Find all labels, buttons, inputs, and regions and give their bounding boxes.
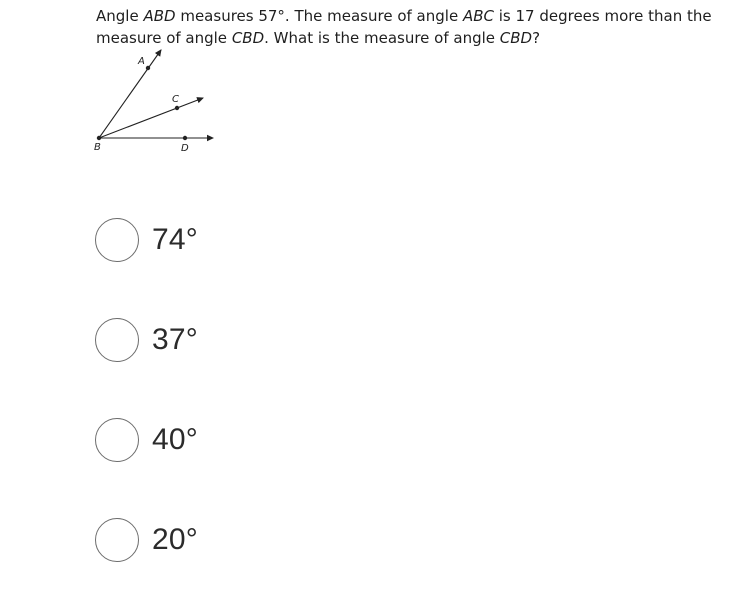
label-b: B bbox=[94, 142, 101, 153]
choice-label: 40° bbox=[152, 423, 198, 456]
radio-button[interactable] bbox=[95, 518, 139, 562]
question-text bbox=[96, 5, 726, 49]
choice-3[interactable] bbox=[95, 416, 198, 464]
point-b bbox=[97, 136, 101, 140]
radio-button[interactable] bbox=[95, 418, 139, 462]
answer-choices bbox=[95, 216, 198, 616]
choice-2[interactable] bbox=[95, 316, 198, 364]
choice-label: 74° bbox=[152, 223, 198, 256]
question-segment: . What is the measure of angle bbox=[264, 29, 500, 47]
angle-figure bbox=[88, 48, 228, 158]
question-segment: CBD bbox=[231, 29, 265, 47]
question-segment: Angle bbox=[96, 7, 144, 25]
radio-button[interactable] bbox=[95, 318, 139, 362]
question-segment: CBD bbox=[499, 29, 533, 47]
point-d bbox=[183, 136, 187, 140]
point-c bbox=[175, 106, 179, 110]
choice-4[interactable] bbox=[95, 516, 198, 564]
radio-button[interactable] bbox=[95, 218, 139, 262]
question-segment: ? bbox=[532, 29, 541, 47]
question-segment: ABC bbox=[462, 7, 494, 25]
ray-ba bbox=[99, 50, 161, 138]
question-segment: is 17 degrees more than the measure of angle bbox=[96, 7, 712, 47]
choice-label: 20° bbox=[152, 523, 198, 556]
ray-bc bbox=[99, 98, 203, 138]
label-d: D bbox=[181, 143, 189, 154]
question-segment: ABD bbox=[143, 7, 176, 25]
choice-1[interactable] bbox=[95, 216, 198, 264]
label-a: A bbox=[138, 56, 145, 67]
point-a bbox=[146, 66, 150, 70]
choice-label: 37° bbox=[152, 323, 198, 356]
label-c: C bbox=[172, 94, 179, 105]
question-segment: measures 57°. The measure of angle bbox=[175, 7, 463, 25]
